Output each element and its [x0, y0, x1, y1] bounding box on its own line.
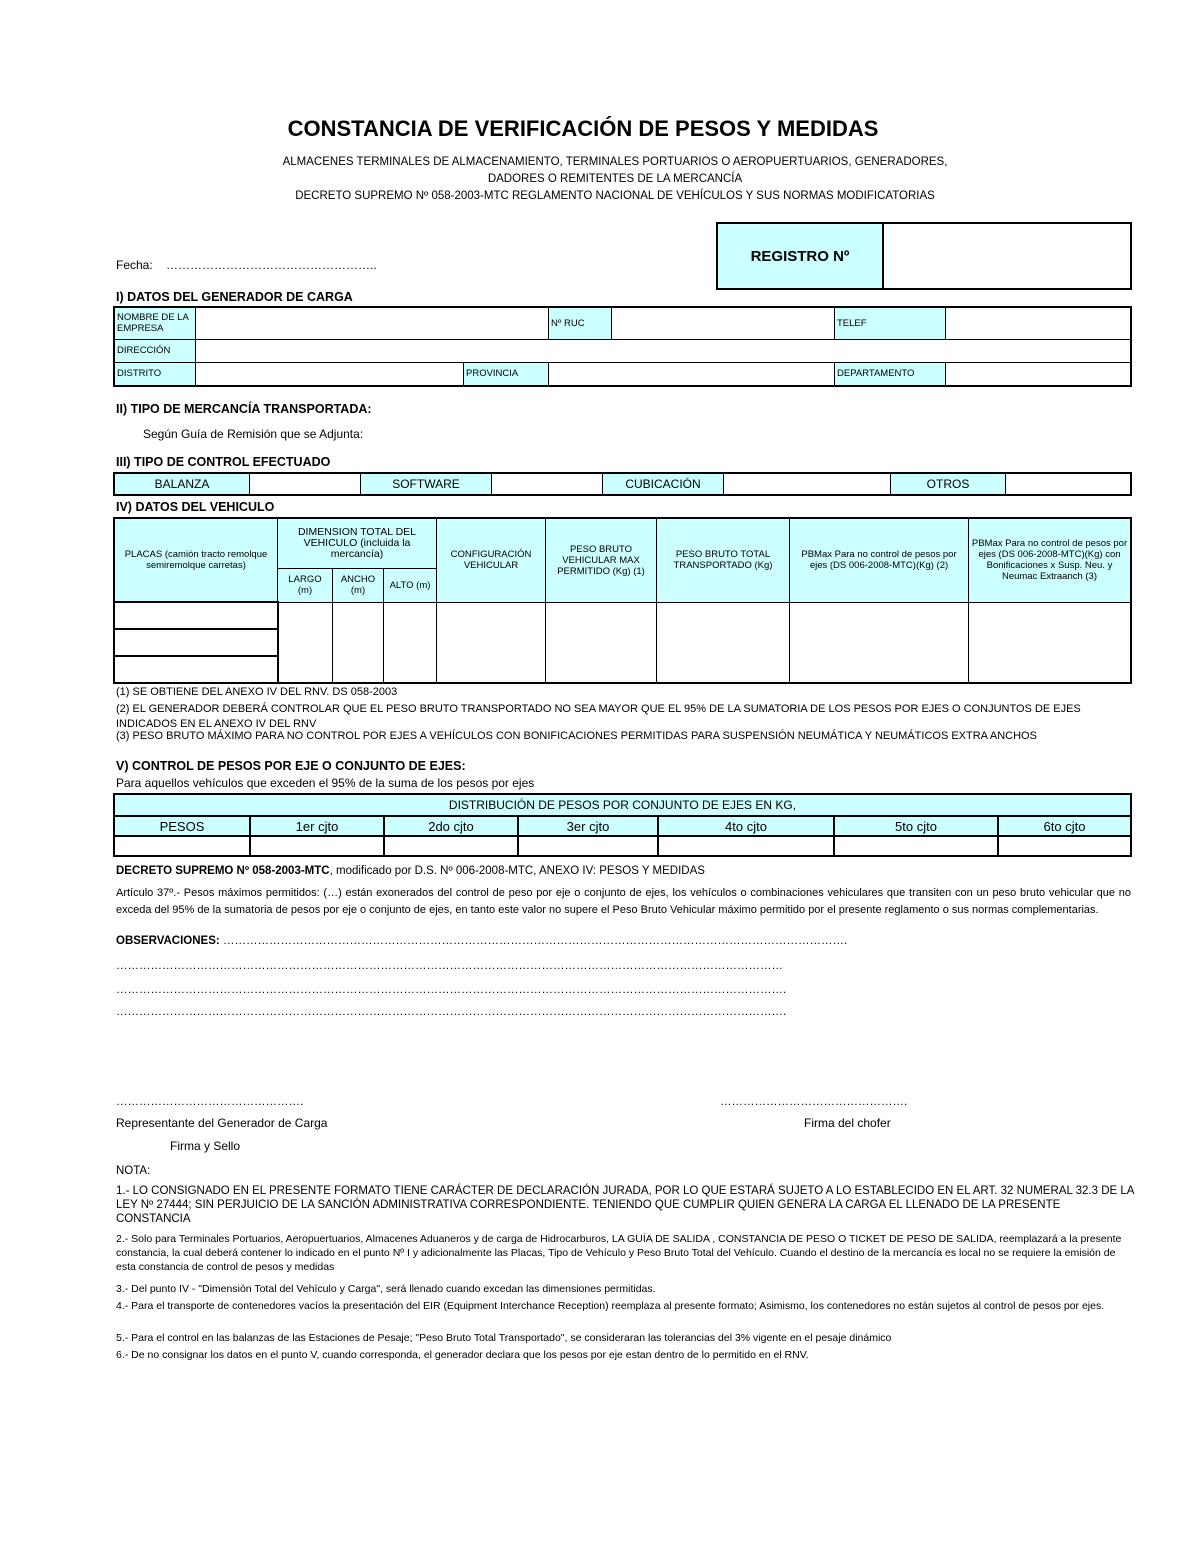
cjto-5-field[interactable]	[834, 836, 998, 856]
registro-box	[716, 222, 1132, 290]
section-3-title: III) TIPO DE CONTROL EFECTUADO	[116, 455, 331, 469]
ancho-header: ANCHO (m)	[333, 568, 384, 602]
pbmax3-header: PBMax Para no control de pesos por ejes (DS 006-2008-MTC)(Kg) con Bonificaciones x Susp. Neu. y Neumac Extraanch (3)	[969, 518, 1132, 602]
col-3er: 3er cjto	[518, 816, 658, 836]
subtitle-line-1: ALMACENES TERMINALES DE ALMACENAMIENTO, TERMINALES PORTUARIOS O AEROPUERTUARIOS, GENERADORES,	[282, 156, 948, 168]
option-cubicacion: CUBICACIÓN	[603, 473, 724, 495]
col-1er: 1er cjto	[250, 816, 384, 836]
observaciones-line-2[interactable]: …………………………………………………………………………………………………………………………………………………………	[116, 960, 783, 972]
largo-field[interactable]	[278, 602, 333, 683]
fecha-label: Fecha:	[116, 258, 153, 272]
nombre-field[interactable]	[196, 307, 549, 339]
observaciones-dots-1: ……………………………………………………………………………………………………………………………………………….	[222, 935, 848, 947]
firma-chofer-line[interactable]: ………………………………………….	[720, 1096, 908, 1108]
direccion-field[interactable]	[196, 339, 1132, 362]
placa-field-1[interactable]	[114, 602, 278, 629]
section-1-title: I) DATOS DEL GENERADOR DE CARGA	[116, 290, 353, 304]
vehiculo-note-2: (2) EL GENERADOR DEBERÁ CONTROLAR QUE EL PESO BRUTO TRANSPORTADO NO SEA MAYOR QUE EL 95% DE LA SUMATORIA DE LOS PESOS POR EJES O CONJUNTOS DE EJES INDICADOS EN EL ANEXO IV DEL RNV	[116, 703, 1081, 730]
alto-header: ALTO (m)	[384, 568, 437, 602]
cjto-3-field[interactable]	[518, 836, 658, 856]
alto-field[interactable]	[384, 602, 437, 683]
vehiculo-note-1: (1) SE OBTIENE DEL ANEXO IV DEL RNV. DS 058-2003	[116, 686, 398, 698]
option-otros: OTROS	[891, 473, 1006, 495]
distrito-label: DISTRITO	[114, 362, 196, 386]
nota-1: 1.- LO CONSIGNADO EN EL PRESENTE FORMATO TIENE CARÁCTER DE DECLARACIÓN JURADA, POR LO QUE ESTARÁ SUJETO A LO ESTABLECIDO EN EL ART. 32 NUMERAL 32.3 DE LA LEY Nº 27444; SIN PERJUICIO DE LA SANCIÓN ADMINISTRATIVA CORRESPONDIENTE. TENIENDO QUE CUMPLIR QUIEN GENERA LA CARGA EL LLENADO DE LA PRESENTE CONSTANCIA	[116, 1185, 1134, 1225]
direccion-label: DIRECCIÓN	[114, 339, 196, 362]
cjto-1-field[interactable]	[250, 836, 384, 856]
firma-generador-line[interactable]: ………………………………………….	[116, 1096, 304, 1108]
largo-header: LARGO (m)	[278, 568, 333, 602]
vehiculo-note-3: (3) PESO BRUTO MÁXIMO PARA NO CONTROL POR EJES A VEHÍCULOS CON BONIFICACIONES PERMITIDAS PARA SUSPENSIÓN NEUMÁTICA Y NEUMÁTICOS EXTRA ANCHOS	[116, 730, 1037, 742]
software-field[interactable]	[492, 473, 603, 495]
observaciones-label: OBSERVACIONES:	[116, 935, 220, 947]
departamento-field[interactable]	[946, 362, 1132, 386]
distribucion-header: DISTRIBUCIÓN DE PESOS POR CONJUNTO DE EJES EN KG,	[114, 794, 1131, 816]
placas-header: PLACAS (camión tracto remolque semiremolque carretas)	[114, 518, 278, 602]
pbmax-header: PESO BRUTO VEHICULAR MAX PERMITIDO (Kg) (1)	[546, 518, 657, 602]
nota-label: NOTA:	[116, 1165, 151, 1177]
pbmax2-field[interactable]	[790, 602, 969, 683]
nota-4: 4.- Para el transporte de contenedores vacíos la presentación del EIR (Equipment Interchance Reception) reemplaza al presente formato; Asimismo, los contenedores no están sujetos al control de pesos por ejes.	[116, 1300, 1105, 1312]
nota-3: 3.- Del punto IV - "Dimensión Total del Vehículo y Carga", será llenado cuando excedan las dimensiones permitidas.	[116, 1283, 656, 1295]
ruc-label: Nº RUC	[549, 307, 612, 339]
col-2do: 2do cjto	[384, 816, 518, 836]
decreto-line	[116, 865, 705, 877]
provincia-field[interactable]	[549, 362, 835, 386]
registro-label: REGISTRO Nº	[717, 223, 883, 289]
observaciones-line-4[interactable]: ………………………………………………………………………………………………………………………………………………………….	[116, 1006, 787, 1018]
config-header: CONFIGURACIÓN VEHICULAR	[437, 518, 546, 602]
nota-5: 5.- Para el control en las balanzas de las Estaciones de Pesaje; "Peso Bruto Total Transportado", se consideraran las tolerancias del 3% vigente en el pesaje dinámico	[116, 1332, 892, 1344]
control-table	[113, 472, 1132, 496]
telef-label: TELEF	[835, 307, 946, 339]
distrito-field[interactable]	[196, 362, 464, 386]
provincia-label: PROVINCIA	[464, 362, 549, 386]
pbmax-field[interactable]	[546, 602, 657, 683]
observaciones-line-1[interactable]	[116, 935, 847, 947]
departamento-label: DEPARTAMENTO	[835, 362, 946, 386]
placa-field-3[interactable]	[114, 656, 278, 683]
section-5-text: Para aquellos vehículos que exceden el 95% de la suma de los pesos por ejes	[116, 776, 535, 790]
pbtotal-field[interactable]	[657, 602, 790, 683]
col-6to: 6to cjto	[998, 816, 1131, 836]
col-4to: 4to cjto	[658, 816, 834, 836]
registro-number-field[interactable]	[883, 223, 1131, 289]
ruc-field[interactable]	[612, 307, 835, 339]
pbtotal-header: PESO BRUTO TOTAL TRANSPORTADO (Kg)	[657, 518, 790, 602]
dimension-header: DIMENSION TOTAL DEL VEHICULO (incluida la mercancía)	[278, 518, 437, 568]
cubicacion-field[interactable]	[724, 473, 891, 495]
decreto-bold: DECRETO SUPREMO Nº 058-2003-MTC	[116, 865, 330, 877]
telef-field[interactable]	[946, 307, 1132, 339]
firma-sello-label: Firma y Sello	[170, 1139, 241, 1153]
section-4-title: IV) DATOS DEL VEHICULO	[116, 500, 275, 514]
col-pesos: PESOS	[114, 816, 250, 836]
chofer-label: Firma del chofer	[804, 1116, 891, 1130]
section-2-title: II) TIPO DE MERCANCÍA TRANSPORTADA:	[116, 402, 372, 416]
col-5to: 5to cjto	[834, 816, 998, 836]
fecha-dots: ……………………………………………..	[166, 258, 377, 272]
decreto-rest: , modificado por D.S. Nº 006-2008-MTC, ANEXO IV: PESOS Y MEDIDAS	[329, 865, 705, 877]
option-balanza: BALANZA	[114, 473, 250, 495]
observaciones-line-3[interactable]: ………………………………………………………………………………………………………………………………………………………….	[116, 984, 787, 996]
representante-label: Representante del Generador de Carga	[116, 1116, 328, 1130]
pesos-field[interactable]	[114, 836, 250, 856]
subtitle-line-3: DECRETO SUPREMO Nº 058-2003-MTC REGLAMENTO NACIONAL DE VEHÍCULOS Y SUS NORMAS MODIFICATORIAS	[295, 190, 935, 202]
page-title: CONSTANCIA DE VERIFICACIÓN DE PESOS Y MEDIDAS	[287, 116, 879, 141]
nota-6: 6.- De no consignar los datos en el punto V, cuando corresponda, el generador declara que los pesos por eje estan dentro de lo permitido en el RNV.	[116, 1349, 809, 1361]
otros-field[interactable]	[1006, 473, 1132, 495]
subtitle-line-2: DADORES O REMITENTES DE LA MERCANCÍA	[487, 173, 743, 185]
guia-text: Según Guía de Remisión que se Adjunta:	[143, 427, 364, 441]
vehiculo-table	[113, 517, 1132, 684]
section-5-title: V) CONTROL DE PESOS POR EJE O CONJUNTO DE EJES:	[116, 759, 466, 773]
articulo-text: Artículo 37º.- Pesos máximos permitidos: (…) están exonerados del control de peso por eje o conjunto de ejes, los vehículos o combinaciones vehiculares que transiten con un peso bruto vehicular que no exceda del 95% de la sumatoria de pesos por eje o conjunto de ejes, en tanto este valor no supere el Peso Bruto Vehicular máximo permitido por el presente reglamento o sus normas complementarias.	[116, 887, 1131, 916]
config-field[interactable]	[437, 602, 546, 683]
placa-field-2[interactable]	[114, 629, 278, 656]
ancho-field[interactable]	[333, 602, 384, 683]
cjto-4-field[interactable]	[658, 836, 834, 856]
nota-2: 2.- Solo para Terminales Portuarios, Aeropuertuarios, Almacenes Aduaneros y de carga de Hidrocarburos, LA GUÍA DE SALIDA , CONSTANCIA DE PESO O TICKET DE PESO DE SALIDA, reemplazará a la presente constancia, la cual deberá contener lo indicado en el punto Nº I y adicionalmente las Placas, Tipo de Vehículo y Peso Bruto Total del Vehículo. Cuando el destino de la mercancía es local no se requiere la emisión de esta constancia de control de pesos y medidas	[116, 1233, 1122, 1273]
generador-table	[113, 306, 1132, 387]
pbmax2-header: PBMax Para no control de pesos por ejes (DS 006-2008-MTC)(Kg) (2)	[790, 518, 969, 602]
cjto-2-field[interactable]	[384, 836, 518, 856]
fecha-field[interactable]	[116, 258, 377, 272]
pbmax3-field[interactable]	[969, 602, 1132, 683]
option-software: SOFTWARE	[361, 473, 492, 495]
nombre-label: NOMBRE DE LA EMPRESA	[114, 307, 196, 339]
pesos-table	[113, 793, 1132, 857]
cjto-6-field[interactable]	[998, 836, 1131, 856]
balanza-field[interactable]	[250, 473, 361, 495]
